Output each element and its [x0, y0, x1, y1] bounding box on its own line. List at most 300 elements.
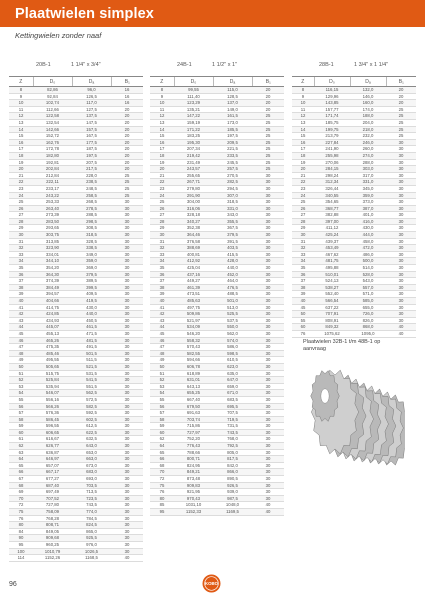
table-row: [9, 429, 143, 436]
table-cell: 10: [9, 100, 33, 107]
table-cell: 100: [9, 548, 33, 555]
table-row: [9, 271, 143, 278]
table-row: [150, 370, 284, 377]
table-cell: 677,27: [33, 476, 72, 483]
table-cell: 752,20: [174, 436, 213, 443]
table-cell: 970,43: [174, 495, 213, 502]
column-header: D₀: [33, 77, 72, 87]
table-cell: 85: [150, 502, 174, 509]
table-cell: 379,5: [72, 271, 111, 278]
table-cell: 30: [252, 443, 284, 450]
table-row: [150, 344, 284, 351]
table-cell: 12: [292, 113, 314, 120]
product-caption: Plaatwielen 32B-1 t/m 48B-1 op aanvraag: [303, 339, 381, 352]
table-cell: 16: [111, 100, 143, 107]
table-row: [292, 159, 416, 166]
table-cell: 331,0: [350, 179, 386, 186]
table-row: [150, 495, 284, 502]
table-cell: 1168,5: [72, 555, 111, 562]
table-cell: 679,50: [174, 403, 213, 410]
table-cell: 476,5: [213, 284, 252, 291]
table-cell: 582,55: [174, 350, 213, 357]
table-cell: 12: [9, 113, 33, 120]
table-cell: 369,0: [72, 265, 111, 272]
table-row: [9, 482, 143, 489]
table-cell: 30: [111, 298, 143, 305]
table-cell: 35: [150, 265, 174, 272]
table-cell: 27: [9, 212, 33, 219]
table-cell: 9: [292, 93, 314, 100]
table-header-row: [150, 77, 284, 87]
table-cell: 473,51: [174, 291, 213, 298]
table-row: [9, 390, 143, 397]
table-cell: 368,77: [314, 205, 350, 212]
table-cell: 412,92: [174, 258, 213, 265]
table-row: [9, 172, 143, 179]
table-cell: 359,0: [72, 258, 111, 265]
table-cell: 30: [111, 429, 143, 436]
table-cell: 209,5: [213, 139, 252, 146]
table-cell: 38: [292, 284, 314, 291]
table-cell: 515,75: [33, 370, 72, 377]
table-cell: 9: [9, 93, 33, 100]
table-cell: 30: [111, 311, 143, 318]
table-cell: 471,5: [72, 330, 111, 337]
chain-code: 20B-1: [36, 62, 51, 68]
table-cell: 461,5: [72, 324, 111, 331]
table-cell: 404,66: [33, 298, 72, 305]
chain-size: 1 1/4" x 3/4": [71, 62, 101, 68]
table-row: [9, 324, 143, 331]
table-cell: 187,5: [72, 146, 111, 153]
table-row: [150, 403, 284, 410]
table-row: [9, 278, 143, 285]
table-cell: 67: [9, 476, 33, 483]
table-row: [292, 324, 416, 331]
table-cell: 25: [111, 179, 143, 186]
table-cell: 37: [292, 278, 314, 285]
table-cell: 204,0: [350, 119, 386, 126]
table-cell: 345,0: [350, 185, 386, 192]
table-cell: 30: [111, 541, 143, 548]
table-cell: 707,52: [33, 495, 72, 502]
table-cell: 13: [150, 119, 174, 126]
table-row: [9, 363, 143, 370]
table-row: [150, 185, 284, 192]
table-cell: 768,28: [33, 515, 72, 522]
table-cell: 64: [9, 456, 33, 463]
table-cell: 30: [252, 298, 284, 305]
table-cell: 30: [252, 304, 284, 311]
table-cell: 222,11: [33, 179, 72, 186]
table-cell: 30: [111, 509, 143, 516]
chain-size: 1 1/2" x 1": [212, 62, 238, 68]
table-row: [150, 429, 284, 436]
table-cell: 374,39: [33, 278, 72, 285]
table-cell: 25: [252, 133, 284, 140]
table-cell: 70: [9, 495, 33, 502]
table-cell: 30: [111, 535, 143, 542]
table-cell: 30: [386, 212, 416, 219]
table-cell: 46: [9, 337, 33, 344]
table-row: [9, 225, 143, 232]
table-cell: 115,0: [213, 87, 252, 94]
table-cell: 354,20: [33, 265, 72, 272]
table-cell: 43: [9, 317, 33, 324]
table-cell: 30: [386, 251, 416, 258]
table-cell: 20: [386, 87, 416, 94]
table-cell: 45: [9, 330, 33, 337]
table-cell: 24: [292, 192, 314, 199]
table-row: [292, 100, 416, 107]
table-cell: 51: [150, 370, 174, 377]
table-cell: 646,97: [33, 456, 72, 463]
table-row: [9, 205, 143, 212]
table-cell: 537,5: [213, 317, 252, 324]
table-row: [9, 548, 143, 555]
table-cell: 647,0: [213, 377, 252, 384]
table-row: [9, 87, 143, 94]
table-cell: 116,15: [314, 87, 350, 94]
table-cell: 123,29: [174, 100, 213, 107]
table-cell: 313,85: [33, 238, 72, 245]
table-cell: 531,5: [72, 370, 111, 377]
table-cell: 20: [9, 166, 33, 173]
table-cell: 22: [9, 179, 33, 186]
table-cell: 157,77: [314, 106, 350, 113]
table-cell: 538,27: [314, 284, 350, 291]
table-cell: 26: [9, 205, 33, 212]
table-cell: 20: [111, 146, 143, 153]
table-cell: 388,69: [174, 245, 213, 252]
table-cell: 62: [150, 436, 174, 443]
table-row: [150, 179, 284, 186]
table-cell: 246,0: [350, 139, 386, 146]
table-cell: 28: [9, 218, 33, 225]
table-row: [292, 258, 416, 265]
table-cell: 111,40: [174, 93, 213, 100]
table-cell: 65: [9, 462, 33, 469]
table-row: [292, 265, 416, 272]
table-cell: 440,0: [213, 265, 252, 272]
table-cell: 328,5: [72, 238, 111, 245]
table-cell: 30: [252, 199, 284, 206]
table-cell: 30: [386, 179, 416, 186]
table-cell: 635,0: [213, 370, 252, 377]
table-cell: 135,21: [174, 106, 213, 113]
table-cell: 76: [9, 515, 33, 522]
table-cell: 570,43: [174, 344, 213, 351]
page-number: 96: [9, 581, 17, 588]
table-cell: 1010,79: [33, 548, 72, 555]
table-cell: 30: [111, 291, 143, 298]
table-cell: 122,58: [33, 113, 72, 120]
table-row: [292, 172, 416, 179]
table-row: [150, 251, 284, 258]
table-cell: 439,37: [314, 238, 350, 245]
table-row: [292, 152, 416, 159]
table-cell: 60: [292, 324, 314, 331]
table-cell: 416,0: [350, 218, 386, 225]
table-cell: 37: [150, 278, 174, 285]
table-cell: 394,57: [33, 291, 72, 298]
table-row: [9, 291, 143, 298]
table-cell: 663,0: [72, 456, 111, 463]
table-row: [9, 416, 143, 423]
table-cell: 25: [252, 139, 284, 146]
table-row: [150, 199, 284, 206]
table-cell: 35: [9, 265, 33, 272]
table-cell: 30: [111, 258, 143, 265]
table-cell: 30: [252, 337, 284, 344]
table-cell: 35: [292, 265, 314, 272]
table-cell: 26: [150, 205, 174, 212]
spec-table-28b: [292, 60, 416, 338]
table-cell: 20: [386, 93, 416, 100]
table-cell: 419,5: [72, 298, 111, 305]
table-cell: 585,0: [350, 298, 386, 305]
table-cell: 727,80: [33, 502, 72, 509]
table-cell: 695,5: [213, 403, 252, 410]
table-cell: 95: [9, 541, 33, 548]
table-row: [9, 541, 143, 548]
table-cell: 340,55: [314, 192, 350, 199]
table-cell: 218,0: [350, 126, 386, 133]
table-cell: 30: [252, 185, 284, 192]
table-cell: 541,5: [72, 377, 111, 384]
table-row: [9, 284, 143, 291]
table-cell: 437,16: [174, 271, 213, 278]
table-cell: 60: [150, 429, 174, 436]
table-cell: 30: [252, 265, 284, 272]
table-cell: 461,39: [174, 284, 213, 291]
table-cell: 586,0: [213, 344, 252, 351]
table-cell: 58: [9, 416, 33, 423]
table-cell: 458,0: [350, 238, 386, 245]
table-cell: 30: [252, 363, 284, 370]
table-row: [150, 152, 284, 159]
table-cell: 30: [386, 271, 416, 278]
table-cell: 30: [386, 278, 416, 285]
table-cell: 128,5: [213, 93, 252, 100]
table-cell: 44: [150, 324, 174, 331]
table-cell: 30: [252, 245, 284, 252]
table-cell: 76: [150, 489, 174, 496]
table-cell: 30: [386, 166, 416, 173]
table-cell: 488,5: [213, 291, 252, 298]
table-cell: 808,71: [33, 522, 72, 529]
table-cell: 25: [386, 119, 416, 126]
table-row: [9, 126, 143, 133]
table-cell: 475,35: [33, 344, 72, 351]
table-cell: 30: [111, 245, 143, 252]
table-cell: 30: [386, 185, 416, 192]
table-cell: 303,75: [33, 232, 72, 239]
table-row: [292, 87, 416, 94]
table-row: [150, 502, 284, 509]
table-cell: 32: [9, 245, 33, 252]
table-cell: 282,5: [213, 179, 252, 186]
table-cell: 30: [386, 192, 416, 199]
table-cell: 768,0: [213, 436, 252, 443]
table-cell: 17: [292, 146, 314, 153]
table-row: [150, 410, 284, 417]
table-cell: 69: [9, 489, 33, 496]
table-row: [150, 357, 284, 364]
header-bar: [0, 0, 425, 27]
table-cell: 82,86: [33, 87, 72, 94]
table-row: [292, 139, 416, 146]
table-cell: 719,5: [213, 416, 252, 423]
table-cell: 162,76: [33, 139, 72, 146]
table-cell: 572,5: [72, 396, 111, 403]
table-cell: 27: [150, 212, 174, 219]
table-cell: 382,88: [314, 212, 350, 219]
table-cell: 15: [292, 133, 314, 140]
table-cell: 39: [150, 291, 174, 298]
table-cell: 146,0: [350, 93, 386, 100]
table-cell: 273,39: [33, 212, 72, 219]
table-cell: 20: [386, 100, 416, 107]
table-row: [9, 245, 143, 252]
table-cell: 30: [111, 324, 143, 331]
table-row: [292, 166, 416, 173]
table-cell: 30: [111, 357, 143, 364]
table-cell: 500,0: [350, 258, 386, 265]
table-cell: 326,44: [314, 185, 350, 192]
table-cell: 60: [9, 429, 33, 436]
column-header: Z: [292, 77, 314, 87]
table-row: [9, 258, 143, 265]
table-row: [292, 238, 416, 245]
table-cell: 30: [111, 489, 143, 496]
table-cell: 30: [386, 205, 416, 212]
table-cell: 400,81: [174, 251, 213, 258]
sprocket-stack-image: [303, 356, 405, 474]
table-cell: 25: [252, 146, 284, 153]
table-cell: 185,5: [213, 126, 252, 133]
table-cell: 49: [9, 357, 33, 364]
table-cell: 10: [292, 100, 314, 107]
table-row: [9, 443, 143, 450]
table-cell: 636,87: [33, 449, 72, 456]
table-cell: 30: [111, 522, 143, 529]
table-cell: 25: [252, 119, 284, 126]
table-cell: 279,80: [174, 185, 213, 192]
table-cell: 50: [292, 311, 314, 318]
table-cell: 30: [386, 172, 416, 179]
table-row: [292, 126, 416, 133]
table-cell: 521,5: [72, 363, 111, 370]
table-cell: 453,49: [314, 245, 350, 252]
column-header: Dₐ: [350, 77, 386, 87]
table-cell: 792,5: [213, 443, 252, 450]
table-cell: 51: [9, 370, 33, 377]
table-cell: 161,5: [213, 113, 252, 120]
table-cell: 233,17: [33, 185, 72, 192]
table-row: [150, 324, 284, 331]
table-cell: 1152,33: [174, 509, 213, 516]
table-cell: 15: [150, 133, 174, 140]
table-cell: 30: [252, 324, 284, 331]
table-row: [292, 106, 416, 113]
table-cell: 53: [9, 383, 33, 390]
table-row: [150, 212, 284, 219]
table-cell: 618,89: [174, 370, 213, 377]
table-cell: 21: [292, 172, 314, 179]
table-cell: 30: [111, 278, 143, 285]
table-cell: 849,32: [314, 324, 350, 331]
table-cell: 30: [386, 139, 416, 146]
table-cell: 434,93: [33, 317, 72, 324]
table-cell: 25: [252, 126, 284, 133]
table-cell: 655,25: [174, 390, 213, 397]
table-cell: 219,42: [174, 152, 213, 159]
table-cell: 80: [150, 495, 174, 502]
table-cell: 30: [252, 205, 284, 212]
table-row: [9, 179, 143, 186]
table-cell: 866,0: [213, 469, 252, 476]
table-cell: 30: [386, 232, 416, 239]
table-row: [9, 469, 143, 476]
table-row: [9, 528, 143, 535]
table-cell: 137,0: [213, 100, 252, 107]
table-cell: 19: [292, 159, 314, 166]
table-row: [150, 482, 284, 489]
table-row: [9, 509, 143, 516]
table-cell: 54: [9, 390, 33, 397]
table-row: [150, 113, 284, 120]
spec-table: [292, 76, 416, 338]
table-cell: 20: [252, 87, 284, 94]
table-cell: 30: [252, 423, 284, 430]
table-row: [150, 100, 284, 107]
table-cell: 509,86: [174, 311, 213, 318]
table-cell: 55: [9, 396, 33, 403]
table-cell: 29: [292, 225, 314, 232]
table-cell: 207,34: [174, 146, 213, 153]
table-cell: 551,5: [72, 383, 111, 390]
table-row: [150, 119, 284, 126]
column-header: B₁: [252, 77, 284, 87]
table-cell: 501,5: [72, 350, 111, 357]
table-cell: 31: [9, 238, 33, 245]
table-cell: 21: [150, 172, 174, 179]
table-cell: 909,68: [33, 535, 72, 542]
table-cell: 726,0: [350, 311, 386, 318]
table-cell: 323,90: [33, 245, 72, 252]
table-cell: 30: [150, 232, 174, 239]
table-cell: 23: [150, 185, 174, 192]
table-cell: 248,5: [72, 185, 111, 192]
table-cell: 22: [150, 179, 174, 186]
table-cell: 30: [252, 284, 284, 291]
table-cell: 303,0: [350, 166, 386, 173]
table-cell: 657,07: [33, 462, 72, 469]
table-cell: 525,84: [33, 377, 72, 384]
table-cell: 31: [292, 238, 314, 245]
table-cell: 30: [111, 304, 143, 311]
table-cell: 288,0: [350, 159, 386, 166]
table-cell: 57: [9, 410, 33, 417]
table-cell: 37: [9, 278, 33, 285]
table-row: [292, 291, 416, 298]
table-cell: 24: [150, 192, 174, 199]
table-row: [150, 205, 284, 212]
table-row: [150, 383, 284, 390]
table-cell: 824,95: [174, 462, 213, 469]
table-cell: 9: [150, 93, 174, 100]
